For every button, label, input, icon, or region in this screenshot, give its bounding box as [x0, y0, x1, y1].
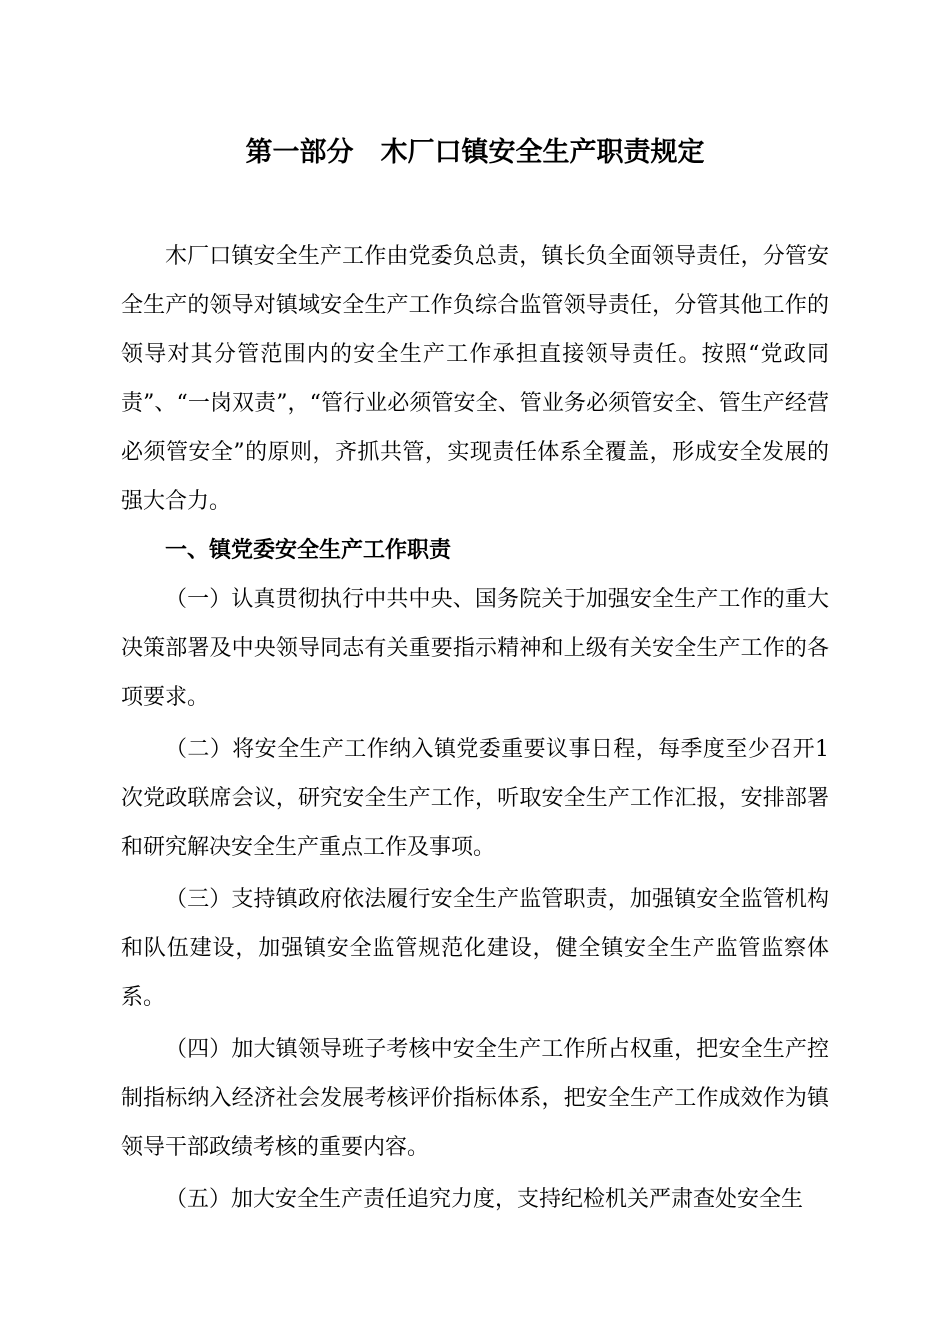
list-item: （五）加大安全生产责任追究力度，支持纪检机关严肃查处安全生 [165, 1187, 804, 1212]
intro-paragraph: 木厂口镇安全生产工作由党委负总责，镇长负全面领导责任，分管安全生产的领导对镇域安全生产工作负综合监管领导责任，分管其他工作的领导对其分管范围内的安全生产工作承担直接领导责任。按照“党政同责”、“一岗双责”，“管行业必须管安全、管业务必须管安全、管生产经营必须管安全”的原则，齐抓共管，实现责任体系全覆盖，形成安全发展的强大合力。 [121, 244, 829, 514]
document-title: 第一部分 木厂口镇安全生产职责规定 [245, 137, 705, 168]
list-item: （三）支持镇政府依法履行安全生产监管职责，加强镇安全监管机构和队伍建设，加强镇安全监管规范化建设，健全镇安全生产监管监察体系。 [121, 887, 829, 1010]
list-item: （二）将安全生产工作纳入镇党委重要议事日程，每季度至少召开1次党政联席会议，研究安全生产工作，听取安全生产工作汇报，安排部署和研究解决安全生产重点工作及事项。 [121, 737, 829, 860]
section-heading: 一、镇党委安全生产工作职责 [165, 537, 452, 563]
list-item: （四）加大镇领导班子考核中安全生产工作所占权重，把安全生产控制指标纳入经济社会发展考核评价指标体系，把安全生产工作成效作为镇领导干部政绩考核的重要内容。 [121, 1037, 829, 1160]
document-body [121, 232, 829, 1224]
list-item: （一）认真贯彻执行中共中央、国务院关于加强安全生产工作的重大决策部署及中央领导同志有关重要指示精神和上级有关安全生产工作的各项要求。 [121, 587, 829, 710]
